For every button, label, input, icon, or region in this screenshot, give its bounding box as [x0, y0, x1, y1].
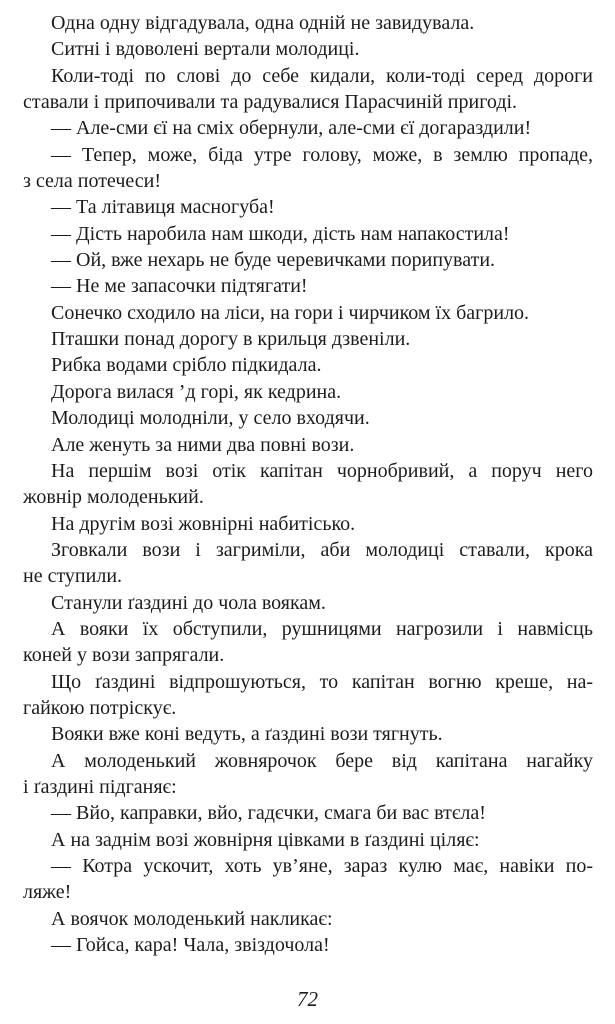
text-line: Молодиці молодніли, у село входячи. [51, 407, 370, 430]
text-line: гайкою потріскує. [23, 696, 177, 719]
text-line: — Вйо, каправки, вйо, гадєчки, смага би вас втєла! [51, 802, 486, 825]
text-line: — Гойса, кара! Чала, звіздочола! [51, 934, 330, 957]
text-line: А вояки їх обступили, рушницями нагрозили і навмісць [51, 617, 593, 640]
text-line: Рибка водами срібло підкидала. [51, 354, 322, 377]
text-line: Вояки вже коні ведуть, а ґаздині вози тягнуть. [51, 723, 443, 746]
text-line: з села потечеси! [23, 170, 161, 193]
text-line: — Та літавиця масногуба! [51, 196, 275, 219]
text-block [23, 10, 593, 958]
text-line: Що ґаздині відпрошуються, то капітан вогню креше, на- [51, 670, 593, 693]
text-line: Ситні і вдоволені вертали молодиці. [51, 38, 360, 61]
text-line: ляже! [23, 881, 72, 904]
text-line: — Тепер, може, біда утре голову, може, в землю пропаде, [51, 143, 593, 166]
text-line: — Котра ускочит, хоть ув’яне, зараз кулю має, навіки по- [51, 855, 593, 877]
text-line: ставали і припочивали та радувалися Парасчиній пригоді. [23, 91, 518, 114]
text-line: Дорога вилася ’д горі, як кедрина. [51, 380, 342, 403]
text-line: не ступили. [23, 565, 123, 588]
text-line: Одна одну відгадувала, одна одній не завидувала. [51, 12, 475, 34]
text-line: Але женуть за ними два повні вози. [51, 433, 355, 456]
text-line: — Ой, вже нехарь не буде черевичками порипувати. [51, 249, 496, 272]
text-line: жовнір молоденький. [23, 486, 204, 509]
text-line: і ґаздині підганяє: [23, 775, 177, 798]
page-number: 72 [297, 987, 318, 1011]
text-line: Коли-тоді по слові до себе кидали, коли-тоді серед дороги [51, 64, 593, 87]
text-line: На першім возі отік капітан чорнобривий, а поруч него [51, 459, 593, 482]
text-line: коней у вози запрягали. [23, 644, 225, 667]
text-line: А воячок молоденький накликає: [51, 907, 333, 930]
text-line: А молоденький жовнярочок бере від капітана нагайку [51, 749, 593, 772]
text-line: Пташки понад дорогу в крильця дзвеніли. [51, 328, 411, 351]
text-line: — Дість наробила нам шкоди, дість нам напакостила! [51, 222, 510, 245]
text-line: Сонечко сходило на ліси, на гори і чирчиком їх багрило. [51, 301, 530, 324]
text-line: На другім возі жовнірні набитісько. [51, 512, 356, 535]
text-line: А на заднім возі жовнірня цівками в ґаздині ціляє: [51, 828, 480, 851]
text-line: Станули ґаздині до чола воякам. [51, 591, 326, 614]
text-line: Зговкали вози і загриміли, аби молодиці ставали, крока [51, 538, 593, 561]
text-line: — Не ме запасочки підтягати! [51, 275, 308, 298]
text-line: — Але-сми єї на сміх обернули, але-сми єї догараздили! [51, 117, 532, 140]
